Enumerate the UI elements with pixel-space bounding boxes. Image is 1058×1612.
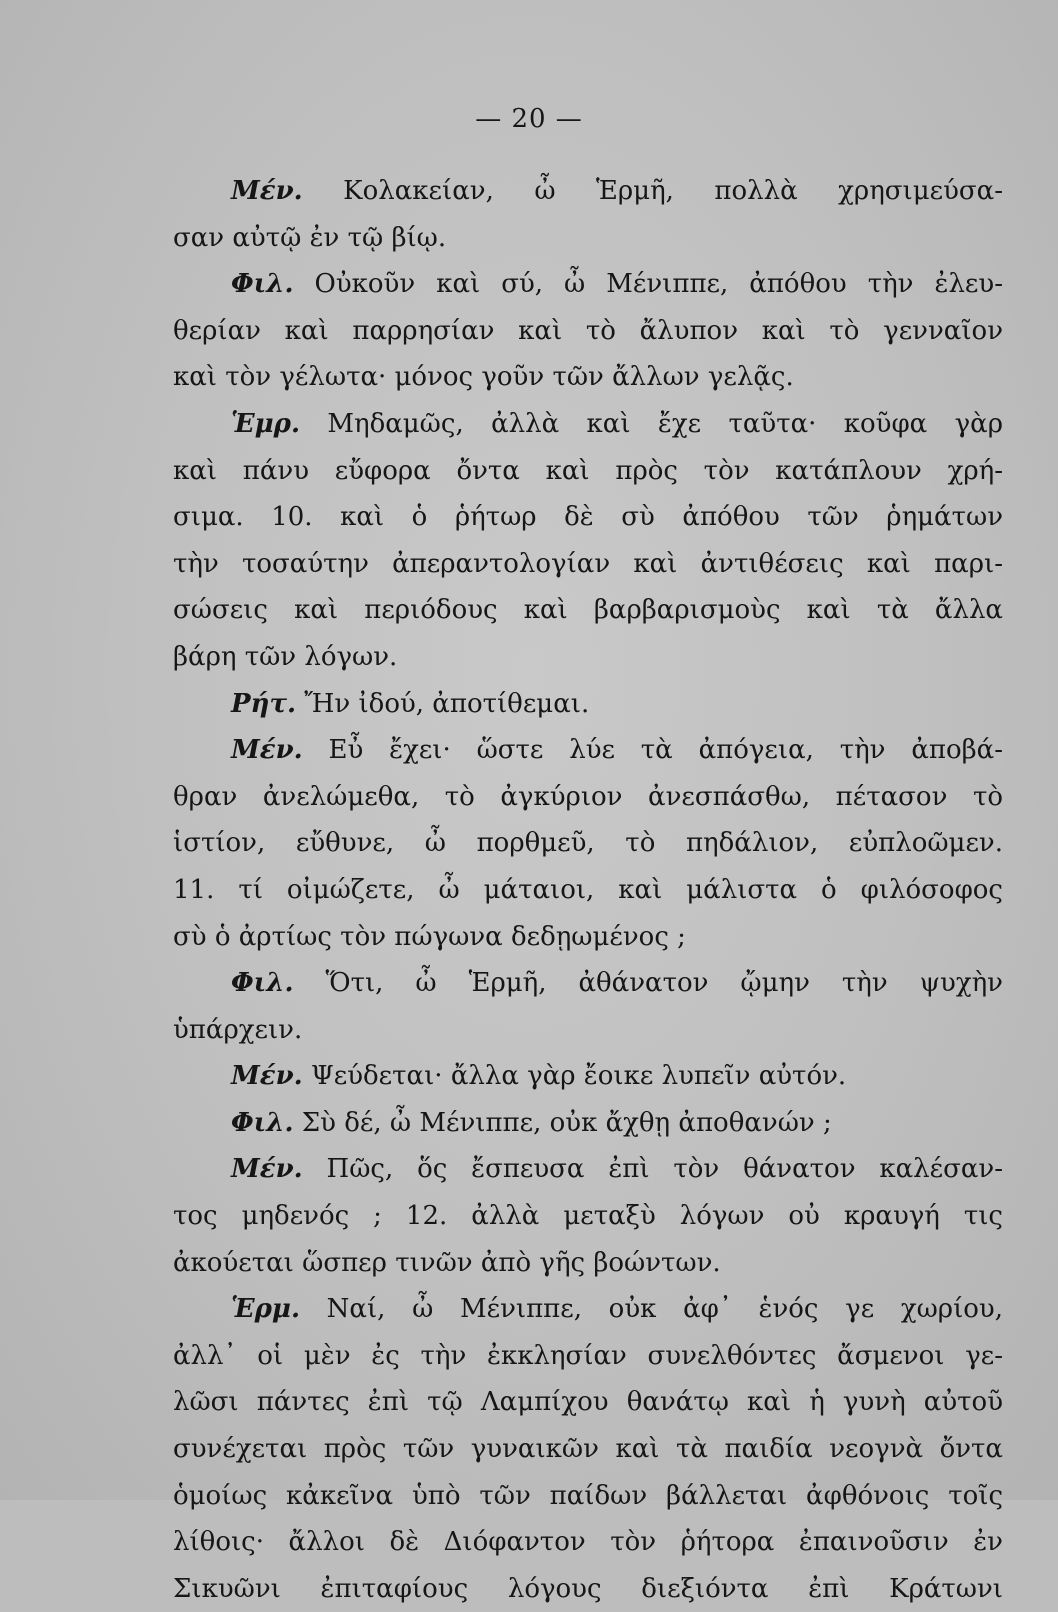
line-text: ὑπάρχειν. [173,1014,303,1045]
line-text: καὶ πάνυ εὔφορα ὄντα καὶ πρὸς τὸν κατάπλουν χρή- [173,455,1003,486]
text-line [173,494,1003,541]
speaker-label: Φιλ. [231,968,294,999]
speaker-label: Ἑρμ. [231,1294,300,1325]
line-text: ἀλλ᾽ οἱ μὲν ἐς τὴν ἐκκλησίαν συνελθόντες ἄσμενοι γε- [173,1340,1003,1371]
text-line [173,354,1003,401]
line-text: Ὅτι, ὦ Ἑρμῆ, ἀθάνατον ᾤμην τὴν ψυχὴν [293,968,1003,999]
text-line [173,1519,1003,1566]
text-line [173,1007,1003,1054]
speaker-label: Φιλ. [231,269,294,300]
line-text: Ἤν ἰδού, ἀποτίθεμαι. [296,688,590,719]
line-text: τος μηδενός ; 12. ἀλλὰ μεταξὺ λόγων οὐ κραυγή τις [173,1201,1003,1232]
text-line [173,914,1003,961]
line-text: ἱστίον, εὔθυνε, ὦ πορθμεῦ, τὸ πηδάλιον, εὐπλοῶμεν. [173,828,1003,859]
text-line [173,1240,1003,1287]
speaker-label: Φιλ. [231,1107,294,1138]
line-text: Μηδαμῶς, ἀλλὰ καὶ ἔχε ταῦτα· κοῦφα γὰρ [300,408,1003,439]
line-text: θραν ἀνελώμεθα, τὸ ἀγκύριον ἀνεσπάσθω, πέτασον τὸ [173,781,1003,812]
text-line [173,401,1003,448]
line-text: Κολακείαν, ὦ Ἑρμῆ, πολλὰ χρησιμεύσα- [302,176,1003,206]
line-text: Σὺ δέ, ὦ Μένιππε, οὐκ ἄχθῃ ἀποθανών ; [293,1107,832,1138]
text-line [173,1379,1003,1426]
line-text: θερίαν καὶ παρρησίαν καὶ τὸ ἄλυπον καὶ τὸ γενναῖον [173,315,1003,346]
line-text: Ναί, ὦ Μένιππε, οὐκ ἀφ᾽ ἑνός γε χωρίου, [300,1294,1003,1325]
text-line [173,587,1003,634]
text-line [173,774,1003,821]
text-line [173,215,1003,262]
line-text: λῶσι πάντες ἐπὶ τῷ Λαμπίχου θανάτῳ καὶ ἡ γυνὴ αὐτοῦ [173,1387,1003,1418]
text-line [173,820,1003,867]
dialogue-text [173,168,1003,1612]
text-line [173,681,1003,728]
text-line [173,867,1003,914]
line-text: σώσεις καὶ περιόδους καὶ βαρβαρισμοὺς καὶ τὰ ἄλλα [173,595,1003,626]
speaker-label: Ἑμρ. [231,408,300,439]
text-line [173,1426,1003,1473]
text-line [173,261,1003,308]
text-line [173,1566,1003,1612]
speaker-label: Μέν. [231,1154,303,1185]
text-line [173,1473,1003,1520]
line-text: ὁμοίως κἀκεῖνα ὑπὸ τῶν παίδων βάλλεται ἀφθόνοις τοῖς [173,1480,1003,1511]
text-line [173,168,1003,215]
text-line [173,1100,1003,1147]
line-text: τὴν τοσαύτην ἀπεραντολογίαν καὶ ἀντιθέσεις καὶ παρι- [173,548,1003,579]
line-text: βάρη τῶν λόγων. [173,641,398,672]
line-text: Σικυῶνι ἐπιταφίους λόγους διεξιόντα ἐπὶ Κράτωνι [173,1573,1003,1604]
text-line [173,634,1003,681]
line-text: καὶ τὸν γέλωτα· μόνος γοῦν τῶν ἄλλων γελᾷς. [173,362,794,393]
text-line [173,448,1003,495]
line-text: συνέχεται πρὸς τῶν γυναικῶν καὶ τὰ παιδία νεογνὰ ὄντα [173,1434,1003,1465]
page-number: — 20 — [475,104,583,134]
text-line [173,1193,1003,1240]
line-text: λίθοις· ἄλλοι δὲ Διόφαντον τὸν ῥήτορα ἐπαινοῦσιν ἐν [173,1527,1003,1558]
line-text: 11. τί οἰμώζετε, ὦ μάταιοι, καὶ μάλιστα ὁ φιλόσοφος [173,874,1003,905]
line-text: σαν αὐτῷ ἐν τῷ βίῳ. [173,222,447,253]
line-text: Ψεύδεται· ἄλλα γὰρ ἔοικε λυπεῖν αὐτόν. [302,1061,847,1092]
line-text: σὺ ὁ ἀρτίως τὸν πώγωνα δεδῃωμένος ; [173,921,686,952]
line-text: Οὐκοῦν καὶ σύ, ὦ Μένιππε, ἀπόθου τὴν ἐλευ- [293,269,1003,300]
speaker-label: Μέν. [231,1061,303,1092]
line-text: Εὖ ἔχει· ὥστε λύε τὰ ἀπόγεια, τὴν ἀποβά- [302,735,1003,766]
text-line [173,1053,1003,1100]
line-text: ἀκούεται ὥσπερ τινῶν ἀπὸ γῆς βοώντων. [173,1247,721,1278]
speaker-label: Μέν. [231,176,303,206]
text-line [173,727,1003,774]
text-line [173,1333,1003,1380]
speaker-label: Μέν. [231,735,303,766]
line-text: Πῶς, ὅς ἔσπευσα ἐπὶ τὸν θάνατον καλέσαν- [302,1154,1003,1185]
text-line [173,960,1003,1007]
speaker-label: Ρήτ. [231,688,296,719]
text-line [173,541,1003,588]
text-line [173,1146,1003,1193]
text-line [173,1286,1003,1333]
line-text: σιμα. 10. καὶ ὁ ῥήτωρ δὲ σὺ ἀπόθου τῶν ῥημάτων [173,502,1003,533]
text-line [173,308,1003,355]
